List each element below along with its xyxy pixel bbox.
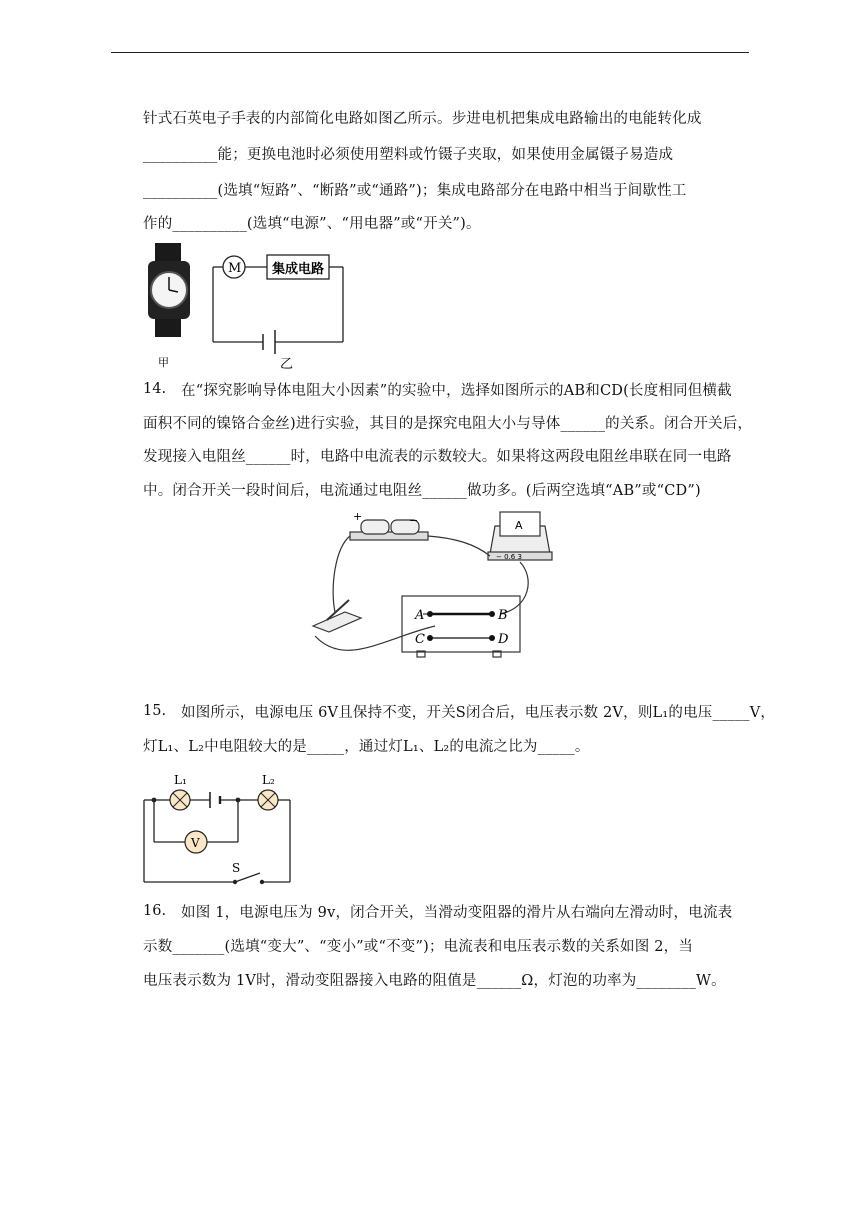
watch-figure <box>140 243 200 371</box>
q13-line-2: __________能；更换电池时必须使用塑料或竹镊子夹取，如果使用金属镊子易造成 <box>143 147 674 163</box>
label-l1: L₁ <box>174 773 187 787</box>
q15-line-1: 如图所示，电源电压 6V且保持不变，开关S闭合后，电压表示数 2V，则L₁的电压_____V， <box>181 705 776 721</box>
q14-number: 14. <box>143 381 167 397</box>
label-v: V <box>191 836 200 850</box>
circuit-yi-figure <box>205 250 355 375</box>
ic-label: 集成电路 <box>272 262 325 277</box>
motor-label: M <box>228 261 242 276</box>
q16-number: 16. <box>143 903 167 919</box>
resistance-experiment-figure <box>305 508 565 663</box>
ammeter-scale: − 0.6 3 <box>496 553 522 561</box>
label-jia: 甲 <box>158 356 169 369</box>
q16-line-3: 电压表示数为 1V时，滑动变阻器接入电路的阻值是______Ω，灯泡的功率为________W。 <box>143 973 726 989</box>
minus-sign: − <box>409 514 419 527</box>
label-b: B <box>498 608 508 623</box>
label-a: A <box>415 608 425 623</box>
label-c: C <box>415 632 425 647</box>
ammeter-letter: A <box>515 519 523 532</box>
q13-line-3: __________(选填“短路”、“断路”或“通路”)；集成电路部分在电路中相当于间歇性工 <box>143 183 687 199</box>
q14-line-1: 在“探究影响导体电阻大小因素”的实验中，选择如图所示的AB和CD(长度相同但横截 <box>181 383 732 399</box>
q15-number: 15. <box>143 703 167 719</box>
q14-line-4: 中。闭合开关一段时间后，电流通过电阻丝______做功多。(后两空选填“AB”或“CD”) <box>143 483 701 499</box>
label-l2: L₂ <box>262 773 275 787</box>
q14-line-3: 发现接入电阻丝______时，电路中电流表的示数较大。如果将这两段电阻丝串联在同一电路 <box>143 449 732 465</box>
label-yi: 乙 <box>280 357 294 372</box>
label-s: S <box>232 861 241 875</box>
q14-line-2: 面积不同的镍铬合金丝)进行实验，其目的是探究电阻大小与导体______的关系。闭合开关后， <box>143 416 753 432</box>
q15-line-2: 灯L₁、L₂中电阻较大的是_____，通过灯L₁、L₂的电流之比为_____。 <box>143 739 590 755</box>
q16-line-2: 示数_______(选填“变大”、“变小”或“不变”)；电流表和电压表示数的关系如图 2，当 <box>143 939 694 955</box>
q16-line-1: 如图 1，电源电压为 9v，闭合开关，当滑动变阻器的滑片从右端向左滑动时，电流表 <box>181 905 733 921</box>
q13-line-1: 针式石英电子手表的内部简化电路如图乙所示。步进电机把集成电路输出的电能转化成 <box>143 111 702 127</box>
plus-sign: + <box>353 510 363 523</box>
header-rule <box>111 52 749 53</box>
q13-line-4: 作的__________(选填“电源”、“用电器”或“开关”)。 <box>143 216 481 232</box>
label-d: D <box>498 632 509 647</box>
circuit-q15-figure <box>140 770 300 888</box>
